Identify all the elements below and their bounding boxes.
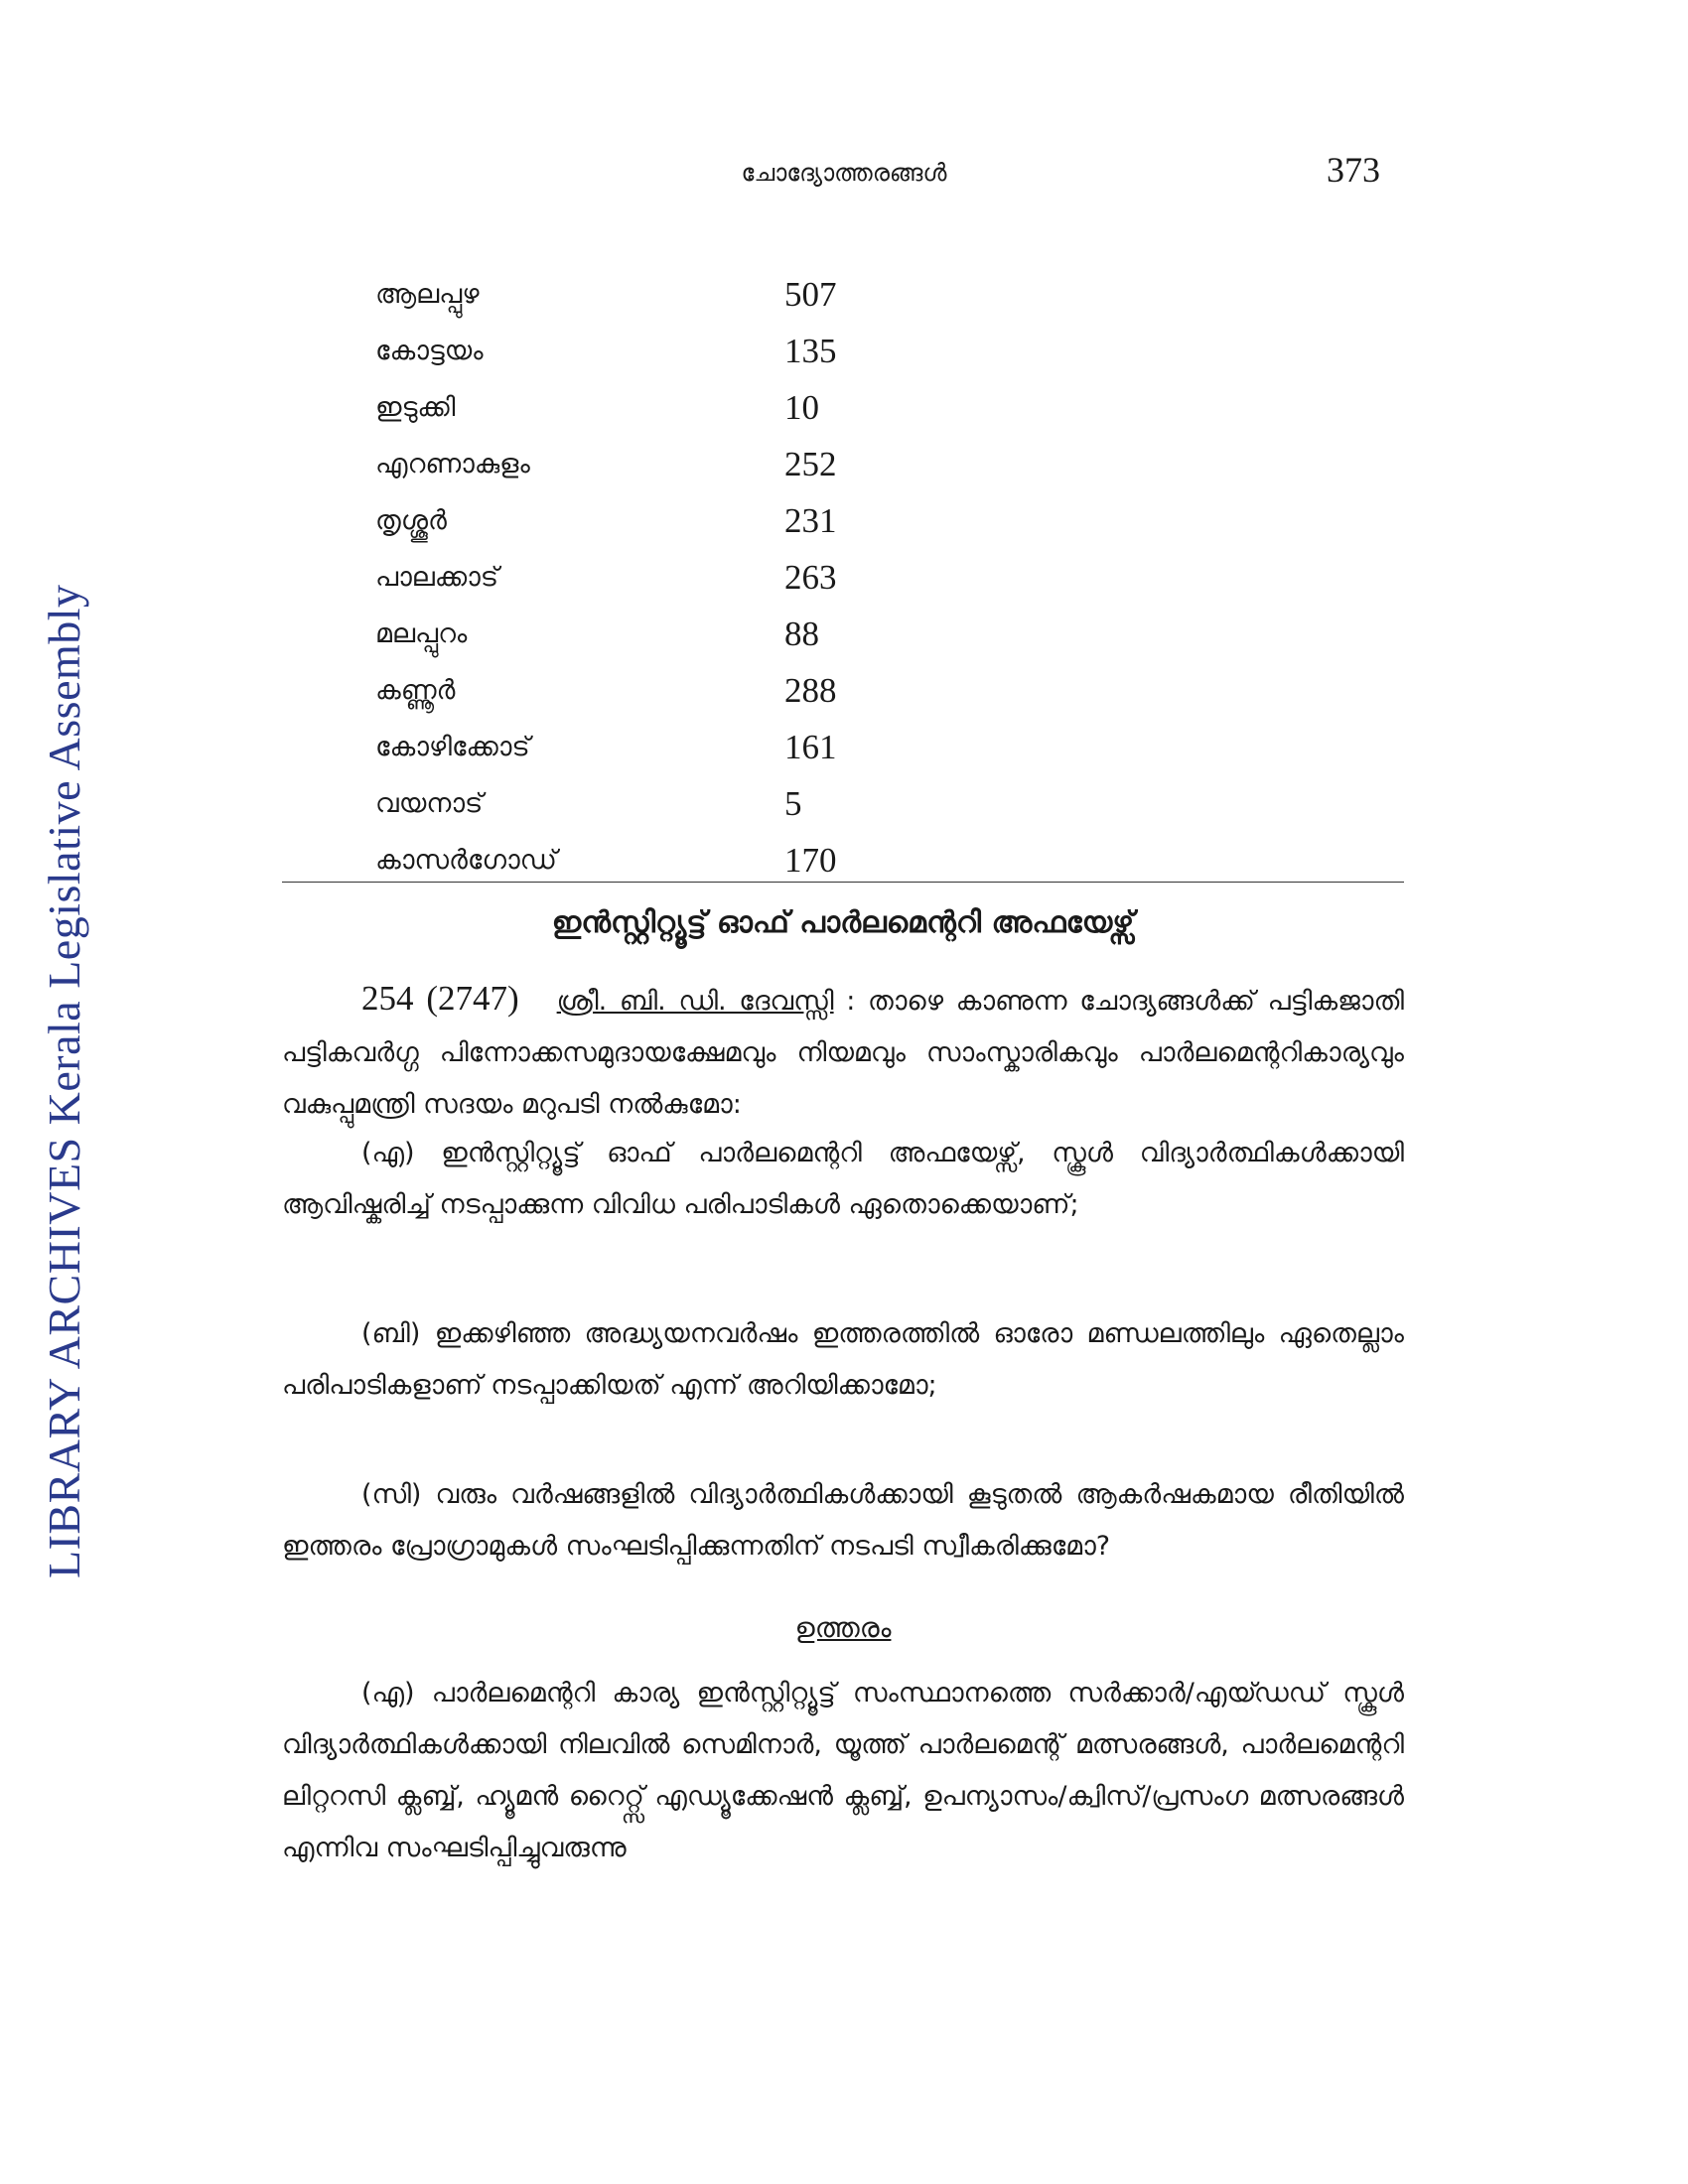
district-count: 10 (784, 387, 819, 427)
answer-part-a: (എ) പാർലമെന്ററി കാര്യ ഇൻസ്റ്റിറ്റ്യൂട്ട് സംസ്ഥാനത്തെ സർക്കാർ/എയ്ഡഡ് സ്കൂൾ വിദ്യാർത്ഥികൾക്കായി നിലവിൽ സെമിനാർ, യൂത്ത് പാർലമെന്റ് മത്സരങ്ങൾ, പാർലമെന്ററി ലിറ്ററസി ക്ലബ്ബ്, ഹ്യൂമൻ റൈറ്റ്സ് എഡ്യൂക്കേഷൻ ക്ലബ്ബ്, ഉപന്യാസം/ക്വിസ്/പ്രസംഗ മത്സരങ്ങൾ എന്നിവ സംഘടിപ്പിച്ചുവരുന്നു (282, 1678, 1404, 1863)
table-divider (282, 882, 1404, 883)
district-count: 288 (784, 670, 837, 710)
district-name: തൃശ്ശൂർ (375, 504, 447, 536)
table-row (375, 775, 971, 832)
section-title: ഇൻസ്റ്റിറ്റ്യൂട്ട് ഓഫ് പാർലമെന്ററി അഫയേഴ്സ് (551, 905, 1135, 940)
question-number: 254 (2747) (361, 979, 519, 1018)
district-name: കോട്ടയം (375, 335, 484, 366)
district-name: ആലപ്പുഴ (375, 278, 480, 310)
table-row (375, 492, 971, 549)
question-part-a: (എ) ഇൻസ്റ്റിറ്റ്യൂട്ട് ഓഫ് പാർലമെന്ററി അഫയേഴ്സ്, സ്കൂൾ വിദ്യാർത്ഥികൾക്കായി ആവിഷ്കരിച്ച് നടപ്പാക്കുന്ന വിവിധ പരിപാടികൾ ഏതൊക്കെയാണ്; (282, 1138, 1404, 1220)
district-name: കണ്ണൂർ (375, 674, 456, 706)
table-row (375, 832, 971, 888)
district-name: കോഴിക്കോട് (375, 731, 530, 762)
district-name: വയനാട് (375, 787, 484, 819)
district-count: 88 (784, 614, 819, 653)
table-row (375, 606, 971, 662)
table-row (375, 549, 971, 606)
running-head: ചോദ്യോത്തരങ്ങൾ (741, 159, 947, 187)
answer-heading: ഉത്തരം (794, 1611, 892, 1644)
question-intro (282, 973, 1404, 1131)
table-row (375, 379, 971, 436)
district-name: പാലക്കാട് (375, 561, 499, 593)
table-row (375, 323, 971, 379)
table-row (375, 662, 971, 719)
question-part-c: (സി) വരും വർഷങ്ങളിൽ വിദ്യാർത്ഥികൾക്കായി കൂടുതൽ ആകർഷകമായ രീതിയിൽ ഇത്തരം പ്രോഗ്രാമുകൾ സംഘടിപ്പിക്കുന്നതിന് നടപടി സ്വീകരിക്കുമോ? (282, 1479, 1404, 1562)
page-header (0, 149, 1688, 208)
district-name: മലപ്പുറം (375, 617, 468, 649)
table-row (375, 266, 971, 323)
question-intro-text: : താഴെ കാണുന്ന ചോദ്യങ്ങൾക്ക് പട്ടികജാതി പട്ടികവർഗ്ഗ പിന്നോക്കസമുദായക്ഷേമവും നിയമവും സാംസ്കാരികവും പാർലമെന്ററികാര്യവും വകുപ്പുമന്ത്രി സദയം മറുപടി നൽകുമോ: (282, 986, 1405, 1120)
district-count: 170 (784, 840, 837, 880)
district-count: 231 (784, 500, 837, 540)
district-count: 507 (784, 274, 837, 314)
page-number: 373 (1327, 150, 1380, 190)
district-name: ഇടുക്കി (375, 391, 456, 423)
district-count: 161 (784, 727, 837, 766)
district-count: 5 (784, 783, 802, 823)
library-watermark: LIBRARY ARCHIVES Kerala Legislative Assembly (39, 584, 89, 1578)
table-row (375, 436, 971, 492)
district-name: എറണാകുളം (375, 448, 530, 479)
member-name: ശ്രീ. ബി. ഡി. ദേവസ്സി (556, 986, 834, 1017)
district-count: 135 (784, 331, 837, 370)
district-count: 252 (784, 444, 837, 483)
district-count: 263 (784, 557, 837, 597)
question-part-b: (ബി) ഇക്കഴിഞ്ഞ അദ്ധ്യയനവർഷം ഇത്തരത്തിൽ ഓരോ മണ്ഡലത്തിലും ഏതെല്ലാം പരിപാടികളാണ് നടപ്പാക്കിയത് എന്ന് അറിയിക്കാമോ; (282, 1318, 1404, 1401)
district-name: കാസർഗോഡ് (375, 844, 557, 876)
district-table (375, 266, 971, 888)
table-row (375, 719, 971, 775)
